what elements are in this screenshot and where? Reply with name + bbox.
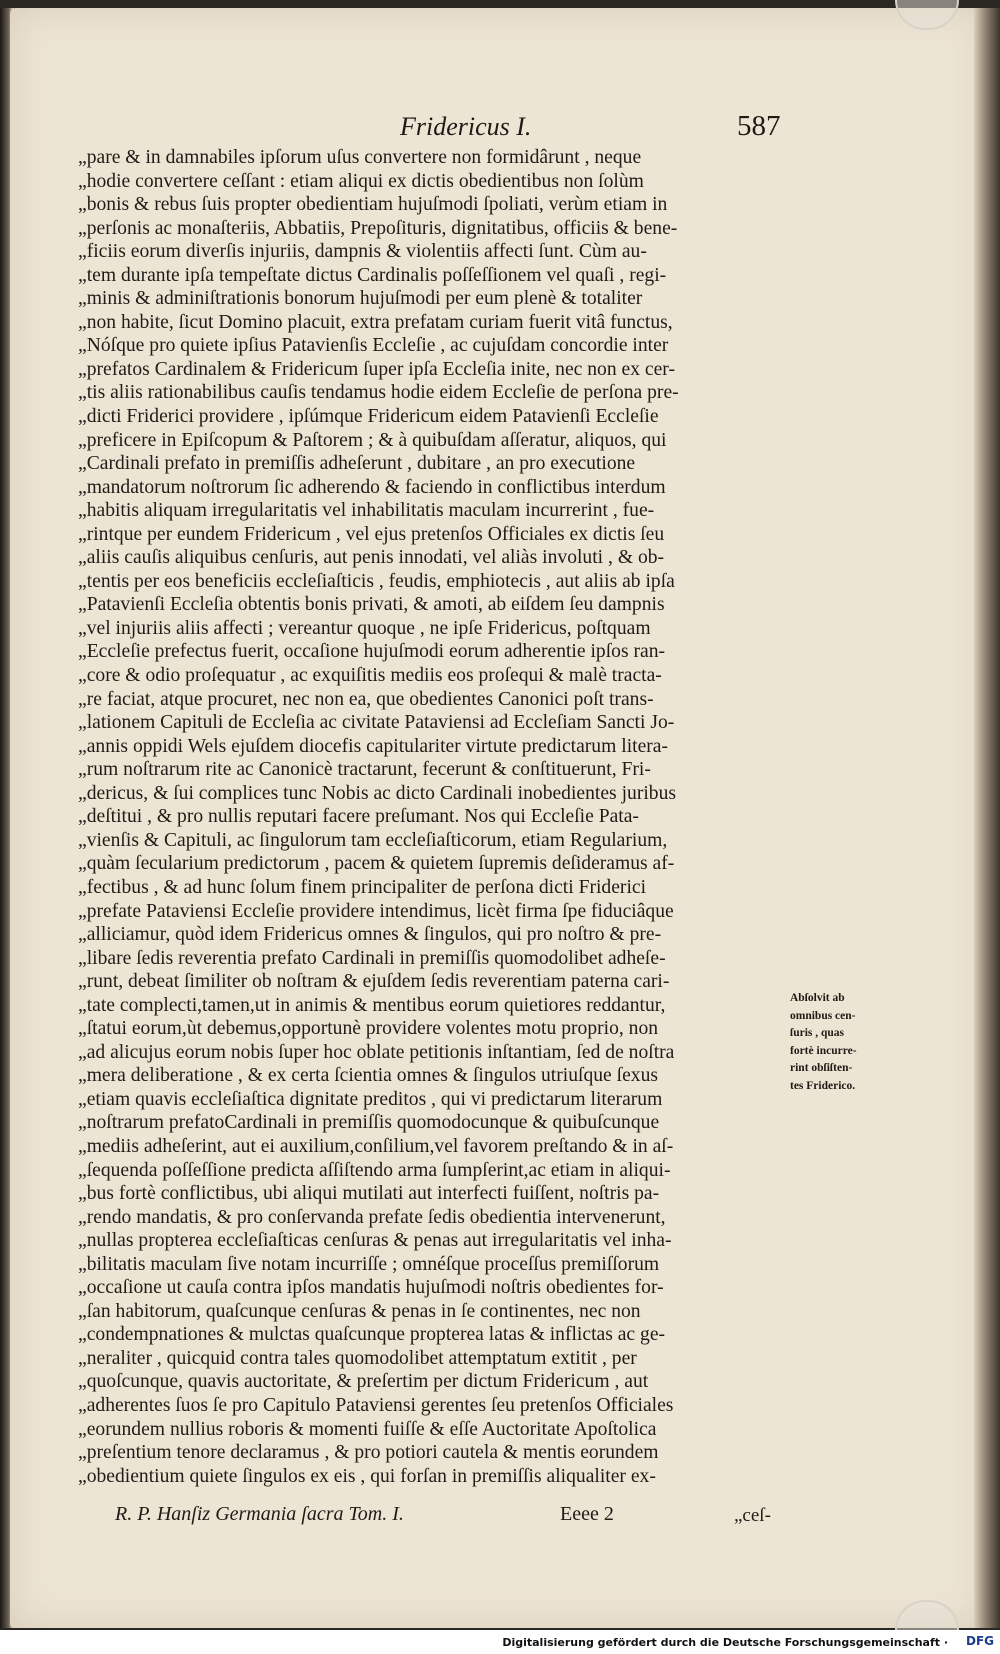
- catchword: „ceſ-: [734, 1505, 771, 1526]
- text-line: „mera deliberatione , & ex certa ſcientia omnes & ſingulos utriuſque ſexus: [78, 1065, 659, 1087]
- text-line: „quoſcunque, quavis auctoritate, & preſertim per dictum Fridericum , aut: [78, 1371, 649, 1393]
- text-line: „perſonis ac monaſteriis, Abbatiis, Prepoſituris, dignitatibus, officiis & bene-: [78, 217, 678, 239]
- text-line: „ſan habitorum, quaſcunque cenſuras & penas in ſe continentes, nec non: [78, 1300, 641, 1322]
- text-line: „re faciat, atque procuret, nec non ea, que obedientes Canonici poſt trans-: [78, 688, 654, 710]
- text-line: „deſtitui , & pro nullis reputari facere preſumant. Nos qui Eccleſie Pata-: [78, 806, 639, 828]
- text-line: „runt, debeat ſimiliter ob noſtram & ejuſdem ſedis reverentiam paterna cari-: [78, 971, 670, 993]
- text-line: „core & odio proſequatur , ac exquiſitis mediis eos proſequi & malè tracta-: [78, 665, 662, 687]
- text-line: „Nóſque pro quiete ipſius Patavienſis Eccleſie , ac cujuſdam concordie inter: [78, 335, 669, 357]
- text-line: „libare ſedis reverentia prefato Cardinali in premiſſis quomodolibet adheſe-: [78, 947, 666, 969]
- text-line: „aliis cauſis aliquibus cenſuris, aut penis innodati, vel aliàs involuti , & ob-: [78, 547, 665, 569]
- text-line: „hodie convertere ceſſant : etiam aliqui ex dictis obedientibus non ſolùm: [78, 170, 644, 192]
- text-line: „mandatorum noſtrorum ſic adherendo & faciendo in conflictibus interdum: [78, 476, 666, 498]
- text-line: „vienſis & Capituli, ac ſingulorum tam eccleſiaſticorum, etiam Regularium,: [78, 829, 668, 851]
- text-line: „quàm ſecularium predictorum , pacem & quietem ſupremis deſideramus af-: [78, 853, 675, 875]
- text-line: „fectibus , & ad hunc ſolum finem principaliter de perſona dicti Friderici: [78, 876, 647, 898]
- text-line: „ſequenda poſſeſſione predicta aſſiſtendo arma ſumpſerint,ac etiam in aliqui-: [78, 1159, 671, 1181]
- text-line: „adherentes ſuos ſe pro Capitulo Pataviensi gerentes ſeu pretenſos Officiales: [78, 1394, 674, 1416]
- text-line: „vel injuriis aliis affecti ; vereantur quoque , ne ipſe Fridericus, poſtquam: [78, 617, 651, 639]
- text-line: „rum noſtrarum rite ac Canonicè tractarunt, fecerunt & conſtituerunt, Fri-: [78, 759, 651, 781]
- marginal-note-line: Abſolvit ab: [790, 992, 845, 1004]
- text-line: „ficiis eorum diverſis injuriis, dampnis & violentiis affecti ſunt. Cùm au-: [78, 241, 647, 263]
- text-line: „mediis adheſerint, aut ei auxilium,conſilium,vel favorem preſtando & in aſ-: [78, 1135, 674, 1157]
- text-line: „bilitatis maculam ſive notam incurriſſe ; omnéſque proceſſus premiſſorum: [78, 1253, 660, 1275]
- text-line: „alliciamur, quòd idem Fridericus omnes & ſingulos, qui pro noſtro & pre-: [78, 924, 662, 946]
- text-line: „eorundem nullius roboris & momenti fuiſſe & eſſe Auctoritate Apoſtolica: [78, 1418, 657, 1440]
- marginal-note-line: rint obſiſten-: [790, 1062, 853, 1074]
- text-line: „preficere in Epiſcopum & Paſtorem ; & à quibuſdam aſſeratur, aliquos, qui: [78, 429, 667, 451]
- text-line: „neraliter , quicquid contra tales quomodolibet attemptatum extitit , per: [78, 1347, 637, 1369]
- marginal-note-line: ſuris , quas: [790, 1027, 845, 1039]
- text-line: „Eccleſie prefectus fuerit, occaſione hujuſmodi eorum adherentie ipſos ran-: [78, 641, 666, 663]
- text-line: „rendo mandatis, & pro conſervanda prefate ſedis obedientia intervenerunt,: [78, 1206, 666, 1228]
- text-line: „nullas propterea eccleſiaſticas cenſuras & penas aut irregularitatis vel inha-: [78, 1230, 672, 1252]
- main-text-block: [78, 146, 784, 1488]
- footer-source-line: R. P. Hanſiz Germania ſacra Tom. I.: [115, 1503, 404, 1525]
- text-line: „tate complecti,tamen,ut in animis & mentibus eorum quietiores reddantur,: [78, 994, 666, 1016]
- text-line: „non habite, ſicut Domino placuit, extra prefatam curiam fuerit vitâ functus,: [78, 311, 673, 333]
- marginal-note-line: tes Friderico.: [790, 1079, 856, 1092]
- text-line: „prefate Pataviensi Eccleſie providere intendimus, licèt firma ſpe fiduciâque: [78, 900, 674, 922]
- running-title: Fridericus I.: [400, 112, 532, 141]
- text-line: „tis aliis rationabilibus cauſis tendamus hodie eidem Eccleſie de perſona pre-: [78, 382, 679, 404]
- text-line: „noſtrarum prefatoCardinali in premiſſis quomodocunque & quibuſcunque: [78, 1112, 660, 1134]
- text-line: „minis & adminiſtrationis bonorum hujuſmodi per eum plenè & totaliter: [78, 288, 643, 310]
- text-line: „pare & in damnabiles ipſorum uſus convertere non formidârunt , neque: [78, 147, 642, 168]
- text-line: „rintque per eundem Fridericum , vel ejus pretenſos Officiales ex dictis ſeu: [78, 523, 665, 545]
- funding-credit: Digitalisierung gefördert durch die Deutsche Forschungsgemeinschaft ·: [502, 1636, 948, 1649]
- text-line: „prefatos Cardinalem & Fridericum ſuper ipſa Eccleſia inite, nec non ex cer-: [78, 358, 675, 380]
- text-line: „condempnationes & mulctas quaſcunque propterea latas & inflictas ac ge-: [78, 1324, 666, 1346]
- page-edge-stack: [974, 8, 1000, 1628]
- text-line: „habitis aliquam irregularitatis vel inhabilitatis maculam incurrerint , fue-: [78, 500, 655, 522]
- signature-mark: Eeee 2: [560, 1503, 614, 1525]
- marginal-note-line: omnibus cen-: [790, 1009, 856, 1022]
- text-line: „tem durante ipſa tempeſtate dictus Cardinalis poſſeſſionem vel quaſi , regi-: [78, 264, 667, 286]
- text-line: „Patavienſi Eccleſia obtentis bonis privati, & amoti, ab eiſdem ſeu dampnis: [78, 594, 665, 616]
- text-line: „ſtatui eorum,ùt debemus,opportunè providere volentes motu proprio, non: [78, 1018, 659, 1040]
- marginal-note: [790, 990, 870, 1095]
- text-line: „annis oppidi Wels ejuſdem diocefis capitulariter virtute predictarum litera-: [78, 735, 669, 757]
- text-line: „occaſione ut cauſa contra ipſos mandatis hujuſmodi noſtris obedientes for-: [78, 1277, 664, 1299]
- dfg-logo: DFG: [965, 1634, 994, 1648]
- text-line: „dericus, & ſui complices tunc Nobis ac dicto Cardinali inobedientes juribus: [78, 782, 677, 804]
- page-number: 587: [737, 110, 781, 142]
- text-line: „tentis per eos beneficiis eccleſiaſticis , feudis, emphiotecis , aut aliis ab ipſa: [78, 570, 675, 592]
- text-line: „ad alicujus eorum nobis ſuper hoc oblate petitionis inſtantiam, ſed de noſtra: [78, 1041, 675, 1063]
- marginal-note-line: fortè incurre-: [790, 1044, 857, 1057]
- text-line: „bonis & rebus ſuis propter obedientiam hujuſmodi ſpoliati, verùm etiam in: [78, 194, 668, 216]
- text-line: „Cardinali prefato in premiſſis adheſerunt , dubitare , an pro executione: [78, 453, 636, 475]
- text-line: „obedientium quiete ſingulos ex eis , qui forſan in premiſſis aliqualiter ex-: [78, 1465, 656, 1487]
- text-line: „etiam quavis eccleſiaſtica dignitate preditos , qui vi predictarum literarum: [78, 1088, 663, 1110]
- text-line: „lationem Capituli de Eccleſia ac civitate Pataviensi ad Eccleſiam Sancti Jo-: [78, 712, 675, 734]
- text-line: „bus fortè conflictibus, ubi aliqui mutilati aut interfecti fuiſſent, noſtris pa-: [78, 1183, 660, 1205]
- text-line: „dicti Friderici providere , ipſúmque Fridericum eidem Patavienſi Eccleſie: [78, 406, 659, 428]
- text-line: „preſentium tenore declaramus , & pro potiori cautela & mentis eorundem: [78, 1442, 659, 1464]
